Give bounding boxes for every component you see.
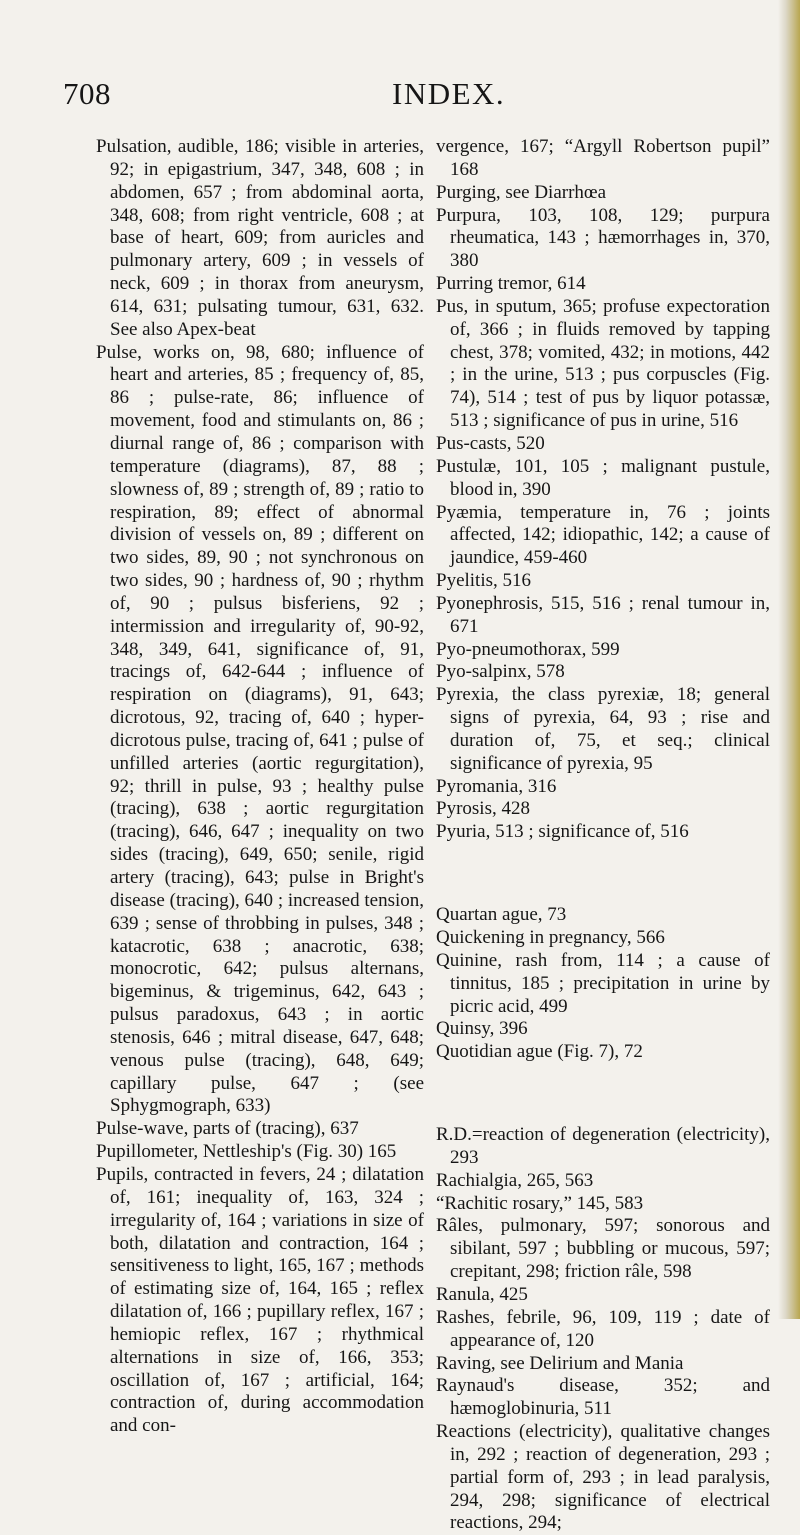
- index-entry: Reactions (electricity), qualitative changes in, 292 ; reaction of degeneration, 293 ; partial form of, 293 ; in lead paralysis, 294, 298; significance of electrical reactions, 294;: [436, 1421, 770, 1534]
- index-entry: Pustulæ, 101, 105 ; malignant pustule, blood in, 390: [436, 455, 770, 500]
- index-column-left: [96, 136, 424, 1438]
- index-entry: Pupils, contracted in fevers, 24 ; dilatation of, 161; inequality of, 163, 324 ; irregularity of, 164 ; variations in size of both, dilatation and contraction, 164 ; sensitiveness to light, 165, 167 ; methods of estimating size of, 164, 165 ; reflex dilatation of, 166 ; pupillary reflex, 167 ; hemiopic reflex, 167 ; rhythmical alternations in size of, 166, 353; oscillation of, 167 ; artificial, 164; contraction of, during accommodation and con-: [96, 1163, 424, 1437]
- index-entry: Purring tremor, 614: [436, 273, 586, 295]
- index-entry: Rachialgia, 265, 563: [436, 1169, 594, 1191]
- index-entry: Pyrexia, the class pyrexiæ, 18; general signs of pyrexia, 64, 93 ; rise and duration of, 75, et seq.; clinical significance of pyrexia, 95: [436, 684, 770, 774]
- index-entry: Raynaud's disease, 352; and hæmoglobinuria, 511: [436, 1375, 770, 1420]
- index-entry: Pyæmia, temperature in, 76 ; joints affected, 142; idiopathic, 142; a cause of jaundice, 459-460: [436, 501, 770, 569]
- index-entry: Pyonephrosis, 515, 516 ; renal tumour in, 671: [436, 592, 770, 637]
- index-entry: Quotidian ague (Fig. 7), 72: [436, 1041, 643, 1063]
- index-entry: Pulse-wave, parts of (tracing), 637: [96, 1118, 359, 1140]
- page-header: [0, 76, 800, 116]
- index-entry: Pulse, works on, 98, 680; influence of heart and arteries, 85 ; frequency of, 85, 86 ; pulse-rate, 86; influence of movement, food and stimulants on, 86 ; diurnal range of, 86 ; comparison with temperature (diagrams), 87, 88 ; slowness of, 89 ; strength of, 89 ; ratio to respiration, 89; effect of abnormal division of vessels on, 89 ; different on two sides, 89, 90 ; not synchronous on two sides, 90 ; hardness of, 90 ; rhythm of, 90 ; pulsus bisferiens, 92 ; intermission and irregularity of, 90-92, 348, 349, 641, significance of, 91, tracings of, 642-644 ; influence of respiration on (diagrams), 91, 643; dicrotous, 92, tracing of, 640 ; hyper-dicrotous pulse, tracing of, 641 ; pulse of unfilled arteries (aortic regurgitation), 92; thrill in pulse, 93 ; healthy pulse (tracing), 638 ; aortic regurgitation (tracing), 646, 647 ; inequality on two sides (tracing), 649, 650; senile, rigid artery (tracing), 643; pulse in Bright's disease (tracing), 640 ; increased tension, 639 ; sense of throbbing in pulses, 348 ; katacrotic, 638 ; anacrotic, 638; monocrotic, 642; pulsus alternans, bigeminus, & trigeminus, 642, 643 ; pulsus paradoxus, 643 ; in aortic stenosis, 646 ; mitral disease, 647, 648; venous pulse (tracing), 648, 649; capillary pulse, 647 ; (see Sphygmograph, 633): [96, 341, 424, 1117]
- index-column-right: [436, 136, 770, 1535]
- index-entry: Pyromania, 316: [436, 775, 557, 797]
- index-entry: Pyo-salpinx, 578: [436, 661, 565, 683]
- index-entry: Pulsation, audible, 186; visible in arteries, 92; in epigastrium, 347, 348, 608 ; in abdomen, 657 ; from abdominal aorta, 348, 608; from right ventricle, 608 ; at base of heart, 609; from auricles and pulmonary artery, 609 ; in vessels of neck, 609 ; in thorax from aneurysm, 614, 631; pulsating tumour, 631, 632. See also Apex-beat: [96, 136, 424, 340]
- index-entry: “Rachitic rosary,” 145, 583: [436, 1192, 644, 1214]
- index-entry: Quinine, rash from, 114 ; a cause of tinnitus, 185 ; precipitation in urine by picric acid, 499: [436, 949, 770, 1017]
- index-entry: Quinsy, 396: [436, 1018, 528, 1040]
- index-entry: Pyo-pneumothorax, 599: [436, 638, 620, 660]
- index-section-gap: [436, 863, 770, 885]
- index-entry: Pupillometer, Nettleship's (Fig. 30) 165: [96, 1141, 397, 1163]
- index-entry: Pus, in sputum, 365; profuse expectoration of, 366 ; in fluids removed by tapping chest, 378; vomited, 432; in motions, 442 ; in the urine, 513 ; pus corpuscles (Fig. 74), 514 ; test of pus by liquor potassæ, 513 ; significance of pus in urine, 516: [436, 295, 770, 432]
- index-entry: Pyuria, 513 ; significance of, 516: [436, 821, 689, 843]
- page-edge-shadow: [778, 0, 800, 1319]
- index-entry: Quartan ague, 73: [436, 904, 567, 926]
- index-entry: Rashes, febrile, 96, 109, 119 ; date of appearance of, 120: [436, 1306, 770, 1351]
- index-section-gap: [436, 1083, 770, 1105]
- running-head: INDEX.: [392, 76, 506, 111]
- index-entry: Pus-casts, 520: [436, 432, 545, 454]
- index-entry: Ranula, 425: [436, 1283, 528, 1305]
- index-entry: vergence, 167; “Argyll Robertson pupil” 168: [436, 136, 770, 180]
- index-entry: Raving, see Delirium and Mania: [436, 1352, 684, 1374]
- index-entry: R.D.=reaction of degeneration (electricity), 293: [436, 1124, 770, 1168]
- index-entry: Pyrosis, 428: [436, 798, 530, 820]
- index-entry: Purging, see Diarrhœa: [436, 181, 607, 203]
- index-entry: Râles, pulmonary, 597; sonorous and sibilant, 597 ; bubbling or mucous, 597; crepitant, 298; friction râle, 598: [436, 1215, 770, 1283]
- index-entry: Purpura, 103, 108, 129; purpura rheumatica, 143 ; hæmorrhages in, 370, 380: [436, 204, 770, 272]
- index-entry: Pyelitis, 516: [436, 570, 532, 592]
- index-entry: Quickening in pregnancy, 566: [436, 927, 665, 948]
- page-number: 708: [63, 76, 111, 111]
